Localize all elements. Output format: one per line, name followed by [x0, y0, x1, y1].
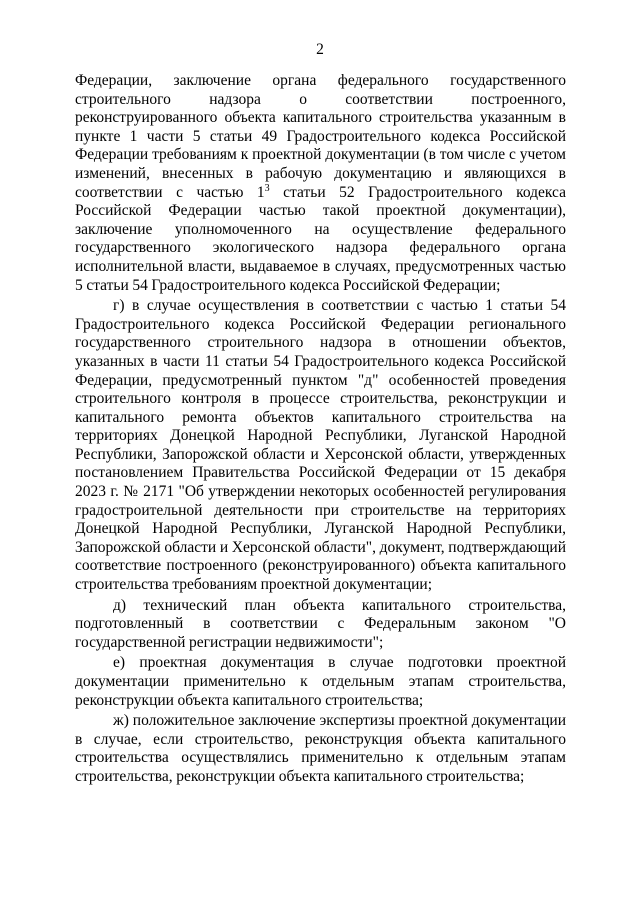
paragraph-item-d: д) технический план объекта капитального строительства, подготовленный в соответствии с Федеральным законом "О государственной регистрации недвижимости";: [75, 596, 566, 651]
paragraph-item-zh: ж) положительное заключение экспертизы проектной документации в случае, если строительство, реконструкция объекта капитального строительства осуществлялись применительно к отдельным этапам строительства, реконструкции объекта капитального строительства;: [75, 712, 566, 785]
paragraph-item-g: г) в случае осуществления в соответствии с частью 1 статьи 54 Градостроительного кодекса Российской Федерации регионального государственного строительного надзора в отношении объектов, указанных в части 11 статьи 54 Градостроительного кодекса Российской Федерации, предусмотренный пунктом "д" особенностей проведения строительного контроля в процессе строительства, реконструкции и капитального ремонта объектов капитального строительства на территориях Донецкой Народной Республики, Луганской Народной Республики, Запорожской области и Херсонской области, утвержденных постановлением Правительства Российской Федерации от 15 декабря 2023 г. № 2171 "Об утверждении некоторых особенностей регулирования градостроительной деятельности при строительстве на территориях Донецкой Народной Республики, Луганской Народной Республики, Запорожской области и Херсонской области", документ, подтверждающий соответствие построенного (реконструированного) объекта капитального строительства требованиям проектной документации;: [75, 297, 566, 594]
paragraph-text-after: статьи 52 Градостроительного кодекса Российской Федерации частью такой проектной документации), заключение уполномоченного на осуществление федерального государственного экологического надзора федерального органа исполнительной власти, выдаваемое в случаях, предусмотренных частью 5 статьи 54 Градостроительного кодекса Российской Федерации;: [75, 183, 566, 294]
paragraph-continuation: [75, 72, 566, 295]
paragraph-text: Федерации, заключение органа федерального государственного строительного надзора о соответствии построенного, реконструированного объекта капитального строительства указанным в пункте 1 части 5 статьи 49 Градостроительного кодекса Российской Федерации требованиям к проектной документации (в том числе с учетом изменений, внесенных в рабочую документацию и являющихся в соответствии с частью 1: [75, 72, 566, 201]
paragraph-item-e: е) проектная документация в случае подготовки проектной документации применительно к отдельным этапам строительства, реконструкции объекта капитального строительства;: [75, 654, 566, 709]
document-body: [75, 72, 566, 789]
page-number: 2: [316, 41, 324, 58]
superscript: 3: [264, 182, 270, 194]
